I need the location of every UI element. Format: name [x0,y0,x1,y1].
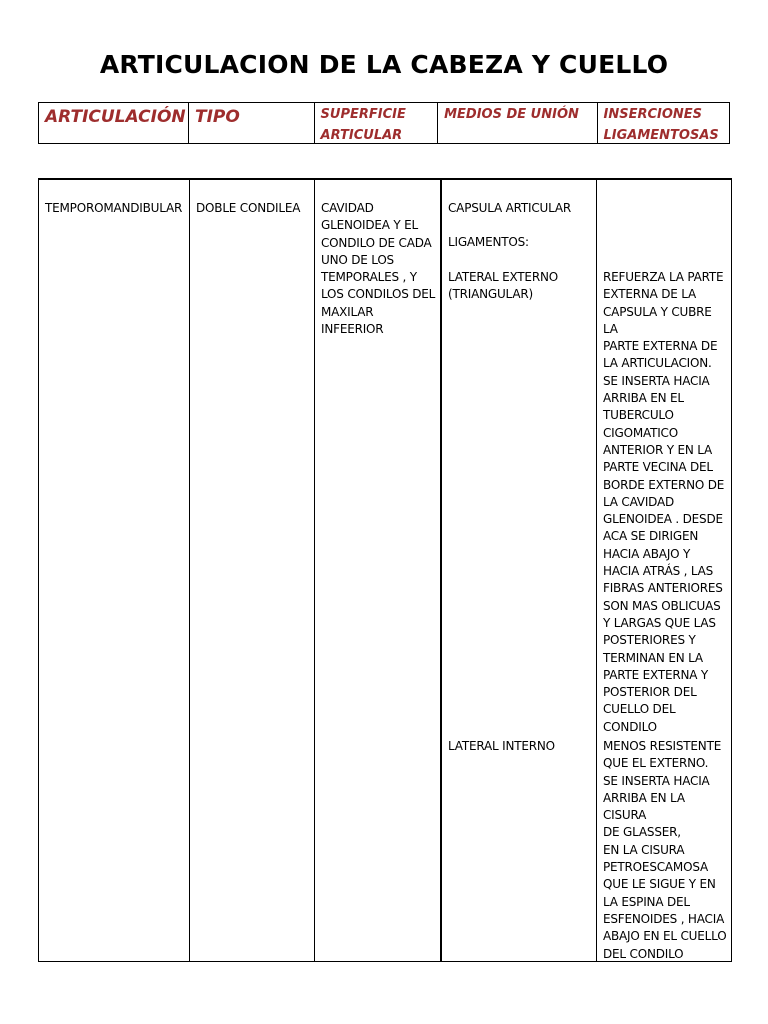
header-inserciones: INSERCIONES LIGAMENTOSAS [603,107,719,143]
cell-ligamentos: LIGAMENTOS: [448,235,529,249]
column-medios [442,180,597,961]
header-tipo: TIPO [189,103,315,143]
column-inserciones [597,180,731,961]
cell-lateral-interno-insercion: MENOS RESISTENTE QUE EL EXTERNO. SE INSERTA HACIA ARRIBA EN LA CISURA DE GLASSER, EN LA CISURA PETROESCAMOSA QUE LE SIGUE Y EN LA ESPINA DEL ESFENOIDES , HACIA ABAJO EN EL CUELLO DEL CONDILO [603,739,727,961]
header-superficie: SUPERFICIE ARTICULAR [315,103,439,143]
page-title: ARTICULACION DE LA CABEZA Y CUELLO [99,50,669,79]
cell-articulacion: TEMPOROMANDIBULAR [45,201,183,215]
header-articulacion: ARTICULACIÓN [39,103,189,143]
cell-tipo: DOBLE CONDILEA [196,201,301,215]
main-table [38,178,732,962]
column-superficie [315,180,442,961]
column-articulacion [39,180,190,961]
cell-capsula: CAPSULA ARTICULAR [448,201,572,215]
cell-lateral-externo-insercion: REFUERZA LA PARTE EXTERNA DE LA CAPSULA Y CUBRE LA PARTE EXTERNA DE LA ARTICULACION. SE INSERTA HACIA ARRIBA EN EL TUBERCULO CIGOMATICO ANTERIOR Y EN LA PARTE VECINA DEL BORDE EXTERNO DE LA CAVIDAD GLENOIDEA . DESDE ACA SE DIRIGEN HACIA ABAJO Y HACIA ATRÁS , LAS FIBRAS ANTERIORES SON MAS OBLICUAS Y LARGAS QUE LAS POSTERIORES Y TERMINAN EN LA PARTE EXTERNA Y POSTERIOR DEL CUELLO DEL CONDILO [603,270,725,734]
header-table [38,102,730,144]
header-medios: MEDIOS DE UNIÓN [438,103,597,143]
cell-lateral-externo: LATERAL EXTERNO (TRIANGULAR) [448,270,558,302]
cell-lateral-interno: LATERAL INTERNO [448,739,555,753]
column-tipo [190,180,315,961]
cell-superficie: CAVIDAD GLENOIDEA Y EL CONDILO DE CADA UNO DE LOS TEMPORALES , Y LOS CONDILOS DEL MAXILAR INFEERIOR [321,201,436,337]
